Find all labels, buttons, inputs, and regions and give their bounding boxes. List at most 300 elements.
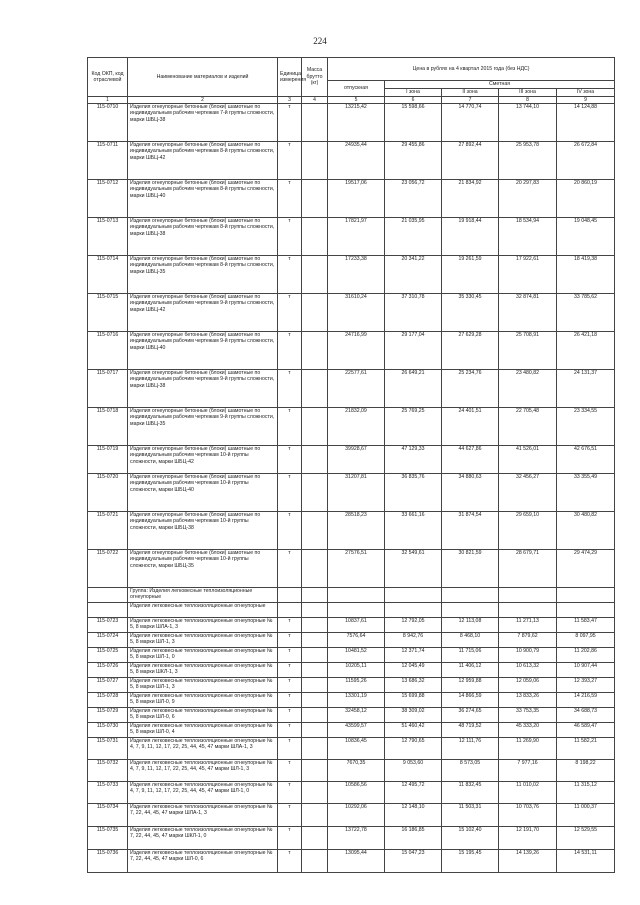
row-name: Изделия огнеупорные бетонные (блоки) шамотные по индивидуальным рабочим чертежам 8-й группы сложности, марки ШБЦ-38 bbox=[128, 218, 278, 256]
table-row bbox=[88, 693, 615, 708]
row-unit: т bbox=[278, 850, 302, 873]
row-zone-3-price: 32 456,27 bbox=[499, 474, 557, 512]
row-mass bbox=[302, 678, 328, 693]
row-zone-4-price: 19 048,45 bbox=[557, 218, 615, 256]
row-zone-3-price: 25 708,91 bbox=[499, 332, 557, 370]
table-body bbox=[88, 104, 615, 873]
row-zone-3-price: 11 271,13 bbox=[499, 618, 557, 633]
row-mass bbox=[302, 180, 328, 218]
row-unit: т bbox=[278, 294, 302, 332]
row-code: 115-0714 bbox=[88, 256, 128, 294]
row-zone-2-price bbox=[442, 588, 499, 603]
row-zone-2-price: 12 959,88 bbox=[442, 678, 499, 693]
row-release-price: 39928,67 bbox=[328, 446, 385, 474]
row-zone-3-price: 11 269,90 bbox=[499, 738, 557, 760]
row-unit: т bbox=[278, 738, 302, 760]
row-release-price: 13301,19 bbox=[328, 693, 385, 708]
row-zone-2-price: 21 834,92 bbox=[442, 180, 499, 218]
table-row bbox=[88, 850, 615, 873]
header-code: Код ОКП, код отраслевой bbox=[88, 58, 128, 97]
row-release-price: 32458,12 bbox=[328, 708, 385, 723]
row-name: Изделия огнеупорные бетонные (блоки) шамотные по индивидуальным рабочим чертежам 9-й группы сложности, марки ШБЦ-35 bbox=[128, 408, 278, 446]
row-code: 115-0717 bbox=[88, 370, 128, 408]
row-zone-3-price: 41 526,01 bbox=[499, 446, 557, 474]
row-zone-2-price: 11 832,45 bbox=[442, 782, 499, 804]
row-zone-1-price: 12 148,10 bbox=[385, 804, 442, 827]
row-unit: т bbox=[278, 708, 302, 723]
row-mass bbox=[302, 142, 328, 180]
row-code: 115-0713 bbox=[88, 218, 128, 256]
row-zone-1-price: 29 177,04 bbox=[385, 332, 442, 370]
row-code bbox=[88, 603, 128, 618]
row-zone-2-price: 15 102,40 bbox=[442, 827, 499, 850]
header-zone-2: II зона bbox=[442, 89, 499, 97]
row-zone-1-price: 15 699,88 bbox=[385, 693, 442, 708]
row-release-price: 31207,81 bbox=[328, 474, 385, 512]
row-zone-3-price: 7 879,62 bbox=[499, 633, 557, 648]
row-zone-1-price: 47 129,33 bbox=[385, 446, 442, 474]
row-code: 115-0730 bbox=[88, 723, 128, 738]
table-row bbox=[88, 256, 615, 294]
row-zone-4-price: 29 474,29 bbox=[557, 550, 615, 588]
row-name: Изделия огнеупорные бетонные (блоки) шамотные по индивидуальным рабочим чертежам 10-й группы сложности, марки ШБЦ-38 bbox=[128, 512, 278, 550]
row-name: Группа: Изделия легковесные теплоизоляционные огнеупорные bbox=[128, 588, 278, 603]
row-zone-4-price: 33 355,49 bbox=[557, 474, 615, 512]
row-zone-2-price: 12 113,08 bbox=[442, 618, 499, 633]
row-zone-3-price: 7 977,16 bbox=[499, 760, 557, 782]
table-row bbox=[88, 648, 615, 663]
row-name: Изделия легковесные теплоизоляционные огнеупорные № 5, 8 марки ШЛ-0, 9 bbox=[128, 693, 278, 708]
row-zone-4-price: 42 676,51 bbox=[557, 446, 615, 474]
row-zone-2-price bbox=[442, 603, 499, 618]
table-row bbox=[88, 180, 615, 218]
row-zone-3-price: 23 480,82 bbox=[499, 370, 557, 408]
row-mass bbox=[302, 850, 328, 873]
row-zone-1-price: 16 186,85 bbox=[385, 827, 442, 850]
row-zone-1-price: 12 495,72 bbox=[385, 782, 442, 804]
row-code: 115-0734 bbox=[88, 804, 128, 827]
table-row bbox=[88, 294, 615, 332]
row-zone-2-price: 35 330,45 bbox=[442, 294, 499, 332]
column-number: 4 bbox=[302, 97, 328, 104]
table-row bbox=[88, 723, 615, 738]
row-zone-1-price: 23 056,72 bbox=[385, 180, 442, 218]
row-zone-4-price: 46 589,47 bbox=[557, 723, 615, 738]
page-number: 224 bbox=[313, 36, 327, 46]
row-name: Изделия огнеупорные бетонные (блоки) шамотные по индивидуальным рабочим чертежам 9-й группы сложности, марки ШБЦ-38 bbox=[128, 370, 278, 408]
row-release-price: 43599,57 bbox=[328, 723, 385, 738]
row-name: Изделия легковесные теплоизоляционные огнеупорные № 5, 8 марки ШЛ-1, 0 bbox=[128, 648, 278, 663]
table-row bbox=[88, 782, 615, 804]
row-zone-2-price: 19 918,44 bbox=[442, 218, 499, 256]
row-zone-4-price: 14 124,88 bbox=[557, 104, 615, 142]
table-row bbox=[88, 738, 615, 760]
row-zone-3-price: 29 659,10 bbox=[499, 512, 557, 550]
row-zone-3-price: 11 010,02 bbox=[499, 782, 557, 804]
column-number: 1 bbox=[88, 97, 128, 104]
row-release-price: 11595,26 bbox=[328, 678, 385, 693]
table-row bbox=[88, 550, 615, 588]
row-zone-2-price: 11 503,31 bbox=[442, 804, 499, 827]
row-unit: т bbox=[278, 804, 302, 827]
row-zone-4-price: 24 131,37 bbox=[557, 370, 615, 408]
table-row bbox=[88, 446, 615, 474]
row-release-price bbox=[328, 603, 385, 618]
row-name: Изделия легковесные теплоизоляционные огнеупорные № 4, 7, 9, 11, 12, 17, 22, 25, 44, 45, 47 марки ШЛА-1, 3 bbox=[128, 738, 278, 760]
row-unit: т bbox=[278, 512, 302, 550]
row-zone-1-price: 26 649,21 bbox=[385, 370, 442, 408]
row-zone-2-price: 8 468,10 bbox=[442, 633, 499, 648]
row-unit: т bbox=[278, 550, 302, 588]
row-name: Изделия огнеупорные бетонные (блоки) шамотные по индивидуальным рабочим чертежам 8-й группы сложности, марки ШБЦ-42 bbox=[128, 142, 278, 180]
row-zone-1-price: 12 371,74 bbox=[385, 648, 442, 663]
row-unit: т bbox=[278, 678, 302, 693]
row-zone-3-price bbox=[499, 588, 557, 603]
row-zone-1-price: 12 045,49 bbox=[385, 663, 442, 678]
row-zone-4-price bbox=[557, 588, 615, 603]
header-release: отпускная bbox=[328, 81, 385, 97]
row-code: 115-0725 bbox=[88, 648, 128, 663]
row-mass bbox=[302, 618, 328, 633]
row-zone-4-price: 11 202,86 bbox=[557, 648, 615, 663]
row-unit: т bbox=[278, 633, 302, 648]
row-release-price: 17821,97 bbox=[328, 218, 385, 256]
table-row bbox=[88, 408, 615, 446]
row-zone-4-price: 14 216,59 bbox=[557, 693, 615, 708]
row-release-price: 13095,44 bbox=[328, 850, 385, 873]
row-mass bbox=[302, 827, 328, 850]
row-code bbox=[88, 588, 128, 603]
row-zone-4-price: 10 907,44 bbox=[557, 663, 615, 678]
row-zone-4-price: 12 393,27 bbox=[557, 678, 615, 693]
row-code: 115-0726 bbox=[88, 663, 128, 678]
table-row bbox=[88, 370, 615, 408]
row-zone-3-price: 10 613,32 bbox=[499, 663, 557, 678]
table-row bbox=[88, 218, 615, 256]
row-release-price: 10837,61 bbox=[328, 618, 385, 633]
row-name: Изделия огнеупорные бетонные (блоки) шамотные по индивидуальным рабочим чертежам 7-й группы сложности, марки ШБЦ-38 bbox=[128, 104, 278, 142]
row-unit: т bbox=[278, 446, 302, 474]
row-zone-3-price: 12 059,06 bbox=[499, 678, 557, 693]
row-zone-4-price: 8 097,95 bbox=[557, 633, 615, 648]
header-zone-3: III зона bbox=[499, 89, 557, 97]
column-number: 8 bbox=[499, 97, 557, 104]
row-release-price: 21832,09 bbox=[328, 408, 385, 446]
row-zone-2-price: 14 866,59 bbox=[442, 693, 499, 708]
row-zone-3-price: 33 753,35 bbox=[499, 708, 557, 723]
row-mass bbox=[302, 693, 328, 708]
row-zone-4-price: 12 529,55 bbox=[557, 827, 615, 850]
row-unit: т bbox=[278, 332, 302, 370]
row-unit: т bbox=[278, 256, 302, 294]
row-mass bbox=[302, 408, 328, 446]
column-number: 3 bbox=[278, 97, 302, 104]
row-release-price: 24935,44 bbox=[328, 142, 385, 180]
row-zone-3-price: 14 139,26 bbox=[499, 850, 557, 873]
row-zone-3-price: 22 705,48 bbox=[499, 408, 557, 446]
row-zone-4-price: 8 198,22 bbox=[557, 760, 615, 782]
row-code: 115-0719 bbox=[88, 446, 128, 474]
row-code: 115-0724 bbox=[88, 633, 128, 648]
row-zone-3-price: 32 874,81 bbox=[499, 294, 557, 332]
row-release-price: 7576,64 bbox=[328, 633, 385, 648]
row-zone-3-price: 20 297,83 bbox=[499, 180, 557, 218]
table-row bbox=[88, 663, 615, 678]
row-mass bbox=[302, 104, 328, 142]
row-unit: т bbox=[278, 104, 302, 142]
table-row bbox=[88, 332, 615, 370]
row-zone-2-price: 31 874,54 bbox=[442, 512, 499, 550]
row-zone-2-price: 30 821,59 bbox=[442, 550, 499, 588]
row-release-price: 10481,52 bbox=[328, 648, 385, 663]
row-zone-3-price: 45 333,20 bbox=[499, 723, 557, 738]
row-zone-4-price bbox=[557, 603, 615, 618]
row-zone-1-price: 15 598,66 bbox=[385, 104, 442, 142]
row-zone-1-price: 29 455,86 bbox=[385, 142, 442, 180]
row-zone-3-price: 12 191,70 bbox=[499, 827, 557, 850]
row-release-price: 10292,06 bbox=[328, 804, 385, 827]
row-release-price: 19517,06 bbox=[328, 180, 385, 218]
row-zone-2-price: 15 195,45 bbox=[442, 850, 499, 873]
row-mass bbox=[302, 633, 328, 648]
row-mass bbox=[302, 446, 328, 474]
row-zone-2-price: 11 406,12 bbox=[442, 663, 499, 678]
row-zone-4-price: 30 480,82 bbox=[557, 512, 615, 550]
row-mass bbox=[302, 804, 328, 827]
column-number: 9 bbox=[557, 97, 615, 104]
row-release-price: 13215,42 bbox=[328, 104, 385, 142]
row-name: Изделия легковесные теплоизоляционные огнеупорные № 5, 8 марки ШЛ-0, 6 bbox=[128, 708, 278, 723]
table-row bbox=[88, 678, 615, 693]
table-row bbox=[88, 588, 615, 603]
row-zone-1-price: 25 769,25 bbox=[385, 408, 442, 446]
row-mass bbox=[302, 256, 328, 294]
row-zone-1-price: 36 835,76 bbox=[385, 474, 442, 512]
row-name: Изделия легковесные теплоизоляционные огнеупорные № 5, 8 марки ШЛА-1, 3 bbox=[128, 618, 278, 633]
row-zone-1-price: 15 047,23 bbox=[385, 850, 442, 873]
row-release-price: 27576,51 bbox=[328, 550, 385, 588]
row-unit: т bbox=[278, 827, 302, 850]
row-zone-4-price: 26 421,18 bbox=[557, 332, 615, 370]
row-code: 115-0712 bbox=[88, 180, 128, 218]
row-name: Изделия огнеупорные бетонные (блоки) шамотные по индивидуальным рабочим чертежам 10-й группы сложности, марки ШБЦ-35 bbox=[128, 550, 278, 588]
price-table bbox=[87, 57, 615, 873]
row-zone-2-price: 11 715,06 bbox=[442, 648, 499, 663]
row-name: Изделия легковесные теплоизоляционные огнеупорные № 7, 22, 44, 45, 47 марки ШКЛ-1, 0 bbox=[128, 827, 278, 850]
row-code: 115-0715 bbox=[88, 294, 128, 332]
table-row bbox=[88, 827, 615, 850]
table-row bbox=[88, 104, 615, 142]
row-release-price: 17233,38 bbox=[328, 256, 385, 294]
column-number: 2 bbox=[128, 97, 278, 104]
row-zone-2-price: 48 719,52 bbox=[442, 723, 499, 738]
row-unit: т bbox=[278, 218, 302, 256]
row-name: Изделия огнеупорные бетонные (блоки) шамотные по индивидуальным рабочим чертежам 9-й группы сложности, марки ШБЦ-42 bbox=[128, 294, 278, 332]
row-mass bbox=[302, 294, 328, 332]
row-mass bbox=[302, 708, 328, 723]
row-code: 115-0720 bbox=[88, 474, 128, 512]
table-row bbox=[88, 633, 615, 648]
row-zone-2-price: 44 627,86 bbox=[442, 446, 499, 474]
row-zone-1-price: 32 549,61 bbox=[385, 550, 442, 588]
column-number: 6 bbox=[385, 97, 442, 104]
row-zone-1-price bbox=[385, 603, 442, 618]
row-zone-3-price: 17 922,61 bbox=[499, 256, 557, 294]
row-zone-3-price: 18 534,94 bbox=[499, 218, 557, 256]
row-name: Изделия легковесные теплоизоляционные огнеупорные № 4, 7, 9, 11, 12, 17, 22, 25, 44, 45, 47 марки ШЛ-1, 3 bbox=[128, 760, 278, 782]
row-release-price bbox=[328, 588, 385, 603]
row-zone-4-price: 11 582,21 bbox=[557, 738, 615, 760]
row-zone-2-price: 8 573,05 bbox=[442, 760, 499, 782]
row-zone-2-price: 12 111,76 bbox=[442, 738, 499, 760]
row-zone-2-price: 27 629,28 bbox=[442, 332, 499, 370]
row-unit: т bbox=[278, 693, 302, 708]
row-code: 115-0723 bbox=[88, 618, 128, 633]
row-zone-1-price: 12 790,65 bbox=[385, 738, 442, 760]
row-release-price: 13722,78 bbox=[328, 827, 385, 850]
column-number: 7 bbox=[442, 97, 499, 104]
row-zone-1-price: 13 686,32 bbox=[385, 678, 442, 693]
row-mass bbox=[302, 588, 328, 603]
row-zone-1-price: 38 309,02 bbox=[385, 708, 442, 723]
row-mass bbox=[302, 648, 328, 663]
table-row bbox=[88, 142, 615, 180]
row-name: Изделия огнеупорные бетонные (блоки) шамотные по индивидуальным рабочим чертежам 8-й группы сложности, марки ШБЦ-35 bbox=[128, 256, 278, 294]
header-zone-4: IV зона bbox=[557, 89, 615, 97]
row-zone-1-price: 20 341,22 bbox=[385, 256, 442, 294]
row-mass bbox=[302, 603, 328, 618]
row-name: Изделия легковесные теплоизоляционные огнеупорные № 4, 7, 9, 11, 12, 17, 22, 25, 44, 45, 47 марки ШЛ-1, 0 bbox=[128, 782, 278, 804]
row-zone-2-price: 24 401,51 bbox=[442, 408, 499, 446]
row-release-price: 28518,23 bbox=[328, 512, 385, 550]
row-mass bbox=[302, 332, 328, 370]
row-name: Изделия легковесные теплоизоляционные огнеупорные № 5, 8 марки ШЛ-1, 3 bbox=[128, 633, 278, 648]
row-name: Изделия огнеупорные бетонные (блоки) шамотные по индивидуальным рабочим чертежам 10-й группы сложности, марки ШБЦ-42 bbox=[128, 446, 278, 474]
row-code: 115-0735 bbox=[88, 827, 128, 850]
row-code: 115-0718 bbox=[88, 408, 128, 446]
header-unit: Единица измерения bbox=[278, 58, 302, 97]
row-zone-2-price: 36 274,65 bbox=[442, 708, 499, 723]
row-unit bbox=[278, 588, 302, 603]
table-row bbox=[88, 618, 615, 633]
row-code: 115-0710 bbox=[88, 104, 128, 142]
row-code: 115-0716 bbox=[88, 332, 128, 370]
row-unit: т bbox=[278, 370, 302, 408]
row-zone-3-price: 28 679,71 bbox=[499, 550, 557, 588]
row-code: 115-0727 bbox=[88, 678, 128, 693]
row-release-price: 10205,11 bbox=[328, 663, 385, 678]
row-zone-4-price: 14 531,11 bbox=[557, 850, 615, 873]
row-mass bbox=[302, 760, 328, 782]
column-number-row bbox=[88, 97, 615, 104]
row-zone-2-price: 34 880,63 bbox=[442, 474, 499, 512]
row-zone-4-price: 18 419,38 bbox=[557, 256, 615, 294]
row-mass bbox=[302, 663, 328, 678]
row-mass bbox=[302, 474, 328, 512]
row-unit: т bbox=[278, 474, 302, 512]
table-row bbox=[88, 804, 615, 827]
row-code: 115-0733 bbox=[88, 782, 128, 804]
row-mass bbox=[302, 218, 328, 256]
row-code: 115-0731 bbox=[88, 738, 128, 760]
table-row bbox=[88, 708, 615, 723]
row-release-price: 24716,99 bbox=[328, 332, 385, 370]
row-code: 115-0728 bbox=[88, 693, 128, 708]
row-unit: т bbox=[278, 663, 302, 678]
row-zone-1-price: 9 053,60 bbox=[385, 760, 442, 782]
row-name: Изделия легковесные теплоизоляционные огнеупорные № 5, 8 марки ШКЛ-1, 3 bbox=[128, 663, 278, 678]
row-release-price: 10586,56 bbox=[328, 782, 385, 804]
row-zone-3-price: 13 744,10 bbox=[499, 104, 557, 142]
row-unit: т bbox=[278, 648, 302, 663]
table-row bbox=[88, 603, 615, 618]
row-mass bbox=[302, 782, 328, 804]
row-code: 115-0722 bbox=[88, 550, 128, 588]
row-mass bbox=[302, 512, 328, 550]
row-zone-1-price: 33 661,16 bbox=[385, 512, 442, 550]
row-unit: т bbox=[278, 782, 302, 804]
row-zone-4-price: 11 315,12 bbox=[557, 782, 615, 804]
row-zone-2-price: 27 892,44 bbox=[442, 142, 499, 180]
row-name: Изделия огнеупорные бетонные (блоки) шамотные по индивидуальным рабочим чертежам 9-й группы сложности, марки ШБЦ-40 bbox=[128, 332, 278, 370]
row-zone-1-price: 51 460,42 bbox=[385, 723, 442, 738]
row-code: 115-0721 bbox=[88, 512, 128, 550]
header-name: Наименование материалов и изделий bbox=[128, 58, 278, 97]
header-mass: Масса брутто (кг) bbox=[302, 58, 328, 97]
row-unit: т bbox=[278, 618, 302, 633]
table-row bbox=[88, 474, 615, 512]
row-mass bbox=[302, 723, 328, 738]
row-release-price: 7670,35 bbox=[328, 760, 385, 782]
row-unit: т bbox=[278, 142, 302, 180]
row-code: 115-0732 bbox=[88, 760, 128, 782]
row-zone-2-price: 19 261,59 bbox=[442, 256, 499, 294]
row-name: Изделия огнеупорные бетонные (блоки) шамотные по индивидуальным рабочим чертежам 8-й группы сложности, марки ШБЦ-40 bbox=[128, 180, 278, 218]
row-name: Изделия легковесные теплоизоляционные огнеупорные № 7, 22, 44, 45, 47 марки ШЛА-1, 3 bbox=[128, 804, 278, 827]
row-release-price: 22577,61 bbox=[328, 370, 385, 408]
row-unit: т bbox=[278, 408, 302, 446]
row-zone-4-price: 20 860,19 bbox=[557, 180, 615, 218]
header-zone-1: I зона bbox=[385, 89, 442, 97]
row-name: Изделия легковесные теплоизоляционные огнеупорные № 5, 8 марки ШЛ-0, 4 bbox=[128, 723, 278, 738]
row-zone-4-price: 33 785,62 bbox=[557, 294, 615, 332]
row-zone-3-price: 10 703,76 bbox=[499, 804, 557, 827]
row-code: 115-0729 bbox=[88, 708, 128, 723]
header-price-group: Цена в рублях на 4 квартал 2015 года (без НДС) bbox=[328, 58, 615, 81]
row-unit: т bbox=[278, 760, 302, 782]
row-name: Изделия легковесные теплоизоляционные огнеупорные № 5, 8 марки ШЛ-1, 3 bbox=[128, 678, 278, 693]
row-code: 115-0736 bbox=[88, 850, 128, 873]
row-zone-4-price: 11 000,37 bbox=[557, 804, 615, 827]
row-zone-1-price: 21 035,95 bbox=[385, 218, 442, 256]
row-code: 115-0711 bbox=[88, 142, 128, 180]
row-unit: т bbox=[278, 723, 302, 738]
row-release-price: 10836,45 bbox=[328, 738, 385, 760]
row-zone-1-price bbox=[385, 588, 442, 603]
row-release-price: 31610,24 bbox=[328, 294, 385, 332]
row-zone-2-price: 14 770,74 bbox=[442, 104, 499, 142]
row-zone-4-price: 11 583,47 bbox=[557, 618, 615, 633]
row-zone-1-price: 37 310,78 bbox=[385, 294, 442, 332]
row-zone-3-price: 25 953,78 bbox=[499, 142, 557, 180]
row-name: Изделия огнеупорные бетонные (блоки) шамотные по индивидуальным рабочим чертежам 10-й группы сложности, марки ШБЦ-40 bbox=[128, 474, 278, 512]
row-mass bbox=[302, 738, 328, 760]
table-row bbox=[88, 760, 615, 782]
row-zone-3-price: 13 833,26 bbox=[499, 693, 557, 708]
row-name: Изделия легковесные теплоизоляционные огнеупорные № 7, 22, 44, 45, 47 марки ШЛ-0, 6 bbox=[128, 850, 278, 873]
row-zone-3-price: 10 900,79 bbox=[499, 648, 557, 663]
column-number: 5 bbox=[328, 97, 385, 104]
